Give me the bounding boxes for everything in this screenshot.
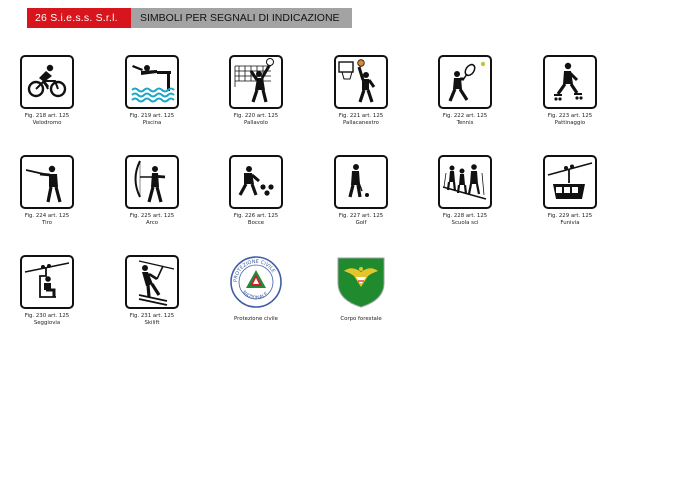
sign-caption: Fig. 224 art. 125 Tiro <box>24 213 70 227</box>
sign-card-tiro <box>8 155 86 228</box>
golf-icon <box>334 155 388 209</box>
sign-caption: Fig. 220 art. 125 Pallavolo <box>233 113 279 127</box>
sign-card-seggiovia <box>8 255 86 328</box>
emblem-caption: Protezione civile <box>233 316 279 322</box>
basketball-icon <box>334 55 388 109</box>
volleyball-icon <box>229 55 283 109</box>
sign-card-piscina <box>113 55 191 128</box>
bocce-icon <box>229 155 283 209</box>
sign-caption: Fig. 231 art. 125 Skilift <box>129 313 175 327</box>
sign-caption: Fig. 221 art. 125 Pallacanestro <box>338 113 384 127</box>
archery-icon <box>125 155 179 209</box>
ski-lift-icon <box>125 255 179 309</box>
emblem-card-protezione-civile <box>217 255 295 323</box>
sign-card-pattinaggio <box>531 55 609 128</box>
ski-school-icon <box>438 155 492 209</box>
sign-caption: Fig. 223 art. 125 Pattinaggio <box>547 113 593 127</box>
sign-caption: Fig. 229 art. 125 Funivia <box>547 213 593 227</box>
sign-card-scuola-sci <box>426 155 504 228</box>
protezione-civile-logo-icon <box>229 255 283 309</box>
emblem-card-corpo-forestale <box>322 255 400 323</box>
emblem-caption: Corpo forestale <box>340 316 382 322</box>
sign-caption: Fig. 222 art. 125 Tennis <box>442 113 488 127</box>
tennis-icon <box>438 55 492 109</box>
sign-caption: Fig. 230 art. 125 Seggiovia <box>24 313 70 327</box>
swimming-pool-icon <box>125 55 179 109</box>
sign-caption: Fig. 225 art. 125 Arco <box>129 213 175 227</box>
sign-caption: Fig. 227 art. 125 Golf <box>338 213 384 227</box>
sign-card-arco <box>113 155 191 228</box>
sign-card-tennis <box>426 55 504 128</box>
sign-card-velodromo <box>8 55 86 128</box>
page-label: 26 S.i.e.s.s. S.r.l. <box>27 8 131 28</box>
corpo-forestale-shield-icon <box>334 255 388 309</box>
svg-text:NAZIONALE: NAZIONALE <box>240 289 270 302</box>
sign-card-bocce <box>217 155 295 228</box>
sign-caption: Fig. 226 art. 125 Bocce <box>233 213 279 227</box>
sign-card-pallacanestro <box>322 55 400 128</box>
sign-caption: Fig. 218 art. 125 Velodromo <box>24 113 70 127</box>
sign-card-pallavolo <box>217 55 295 128</box>
sign-card-funivia <box>531 155 609 228</box>
svg-text:PROTEZIONE CIVILE: PROTEZIONE CIVILE <box>232 258 277 283</box>
sign-caption: Fig. 219 art. 125 Piscina <box>129 113 175 127</box>
chairlift-icon <box>20 255 74 309</box>
skating-icon <box>543 55 597 109</box>
cycling-icon <box>20 55 74 109</box>
sign-card-skilift <box>113 255 191 328</box>
page-header <box>27 8 352 28</box>
shooting-icon <box>20 155 74 209</box>
cable-car-icon <box>543 155 597 209</box>
page-title: SIMBOLI PER SEGNALI DI INDICAZIONE <box>131 8 352 28</box>
sign-caption: Fig. 228 art. 125 Scuola sci <box>442 213 488 227</box>
sign-card-golf <box>322 155 400 228</box>
